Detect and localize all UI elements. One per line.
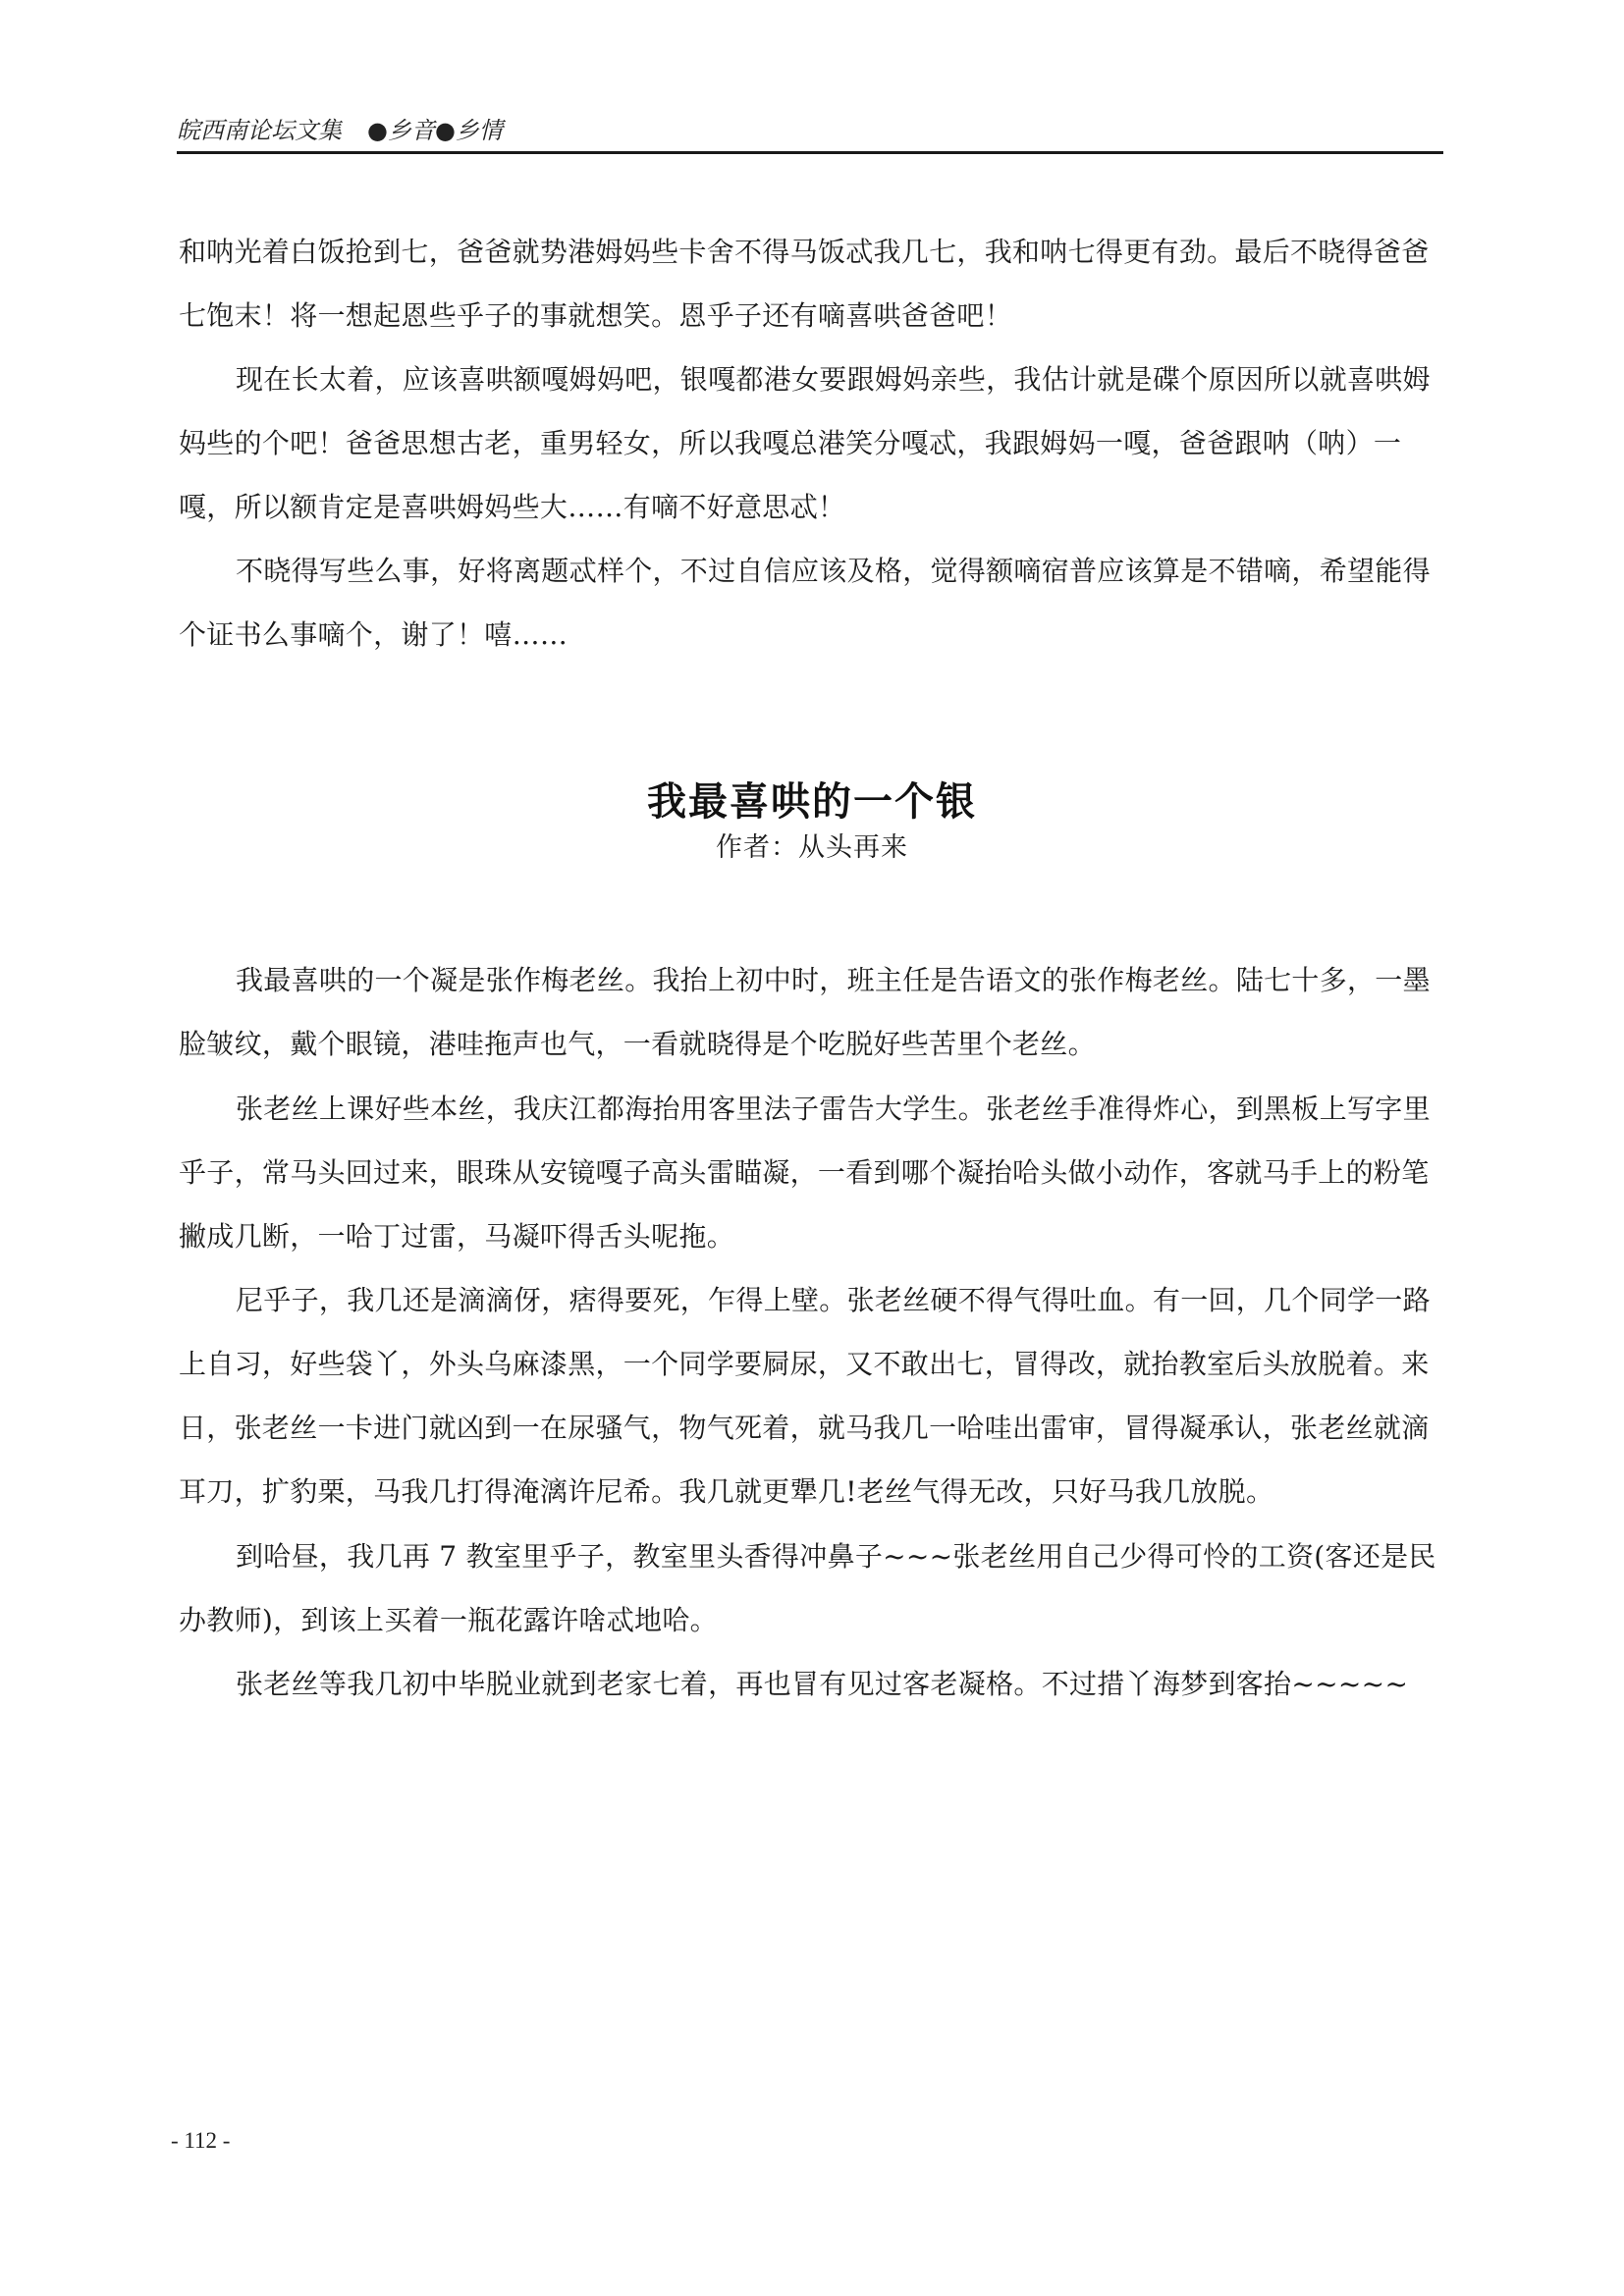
header-rule bbox=[177, 151, 1443, 154]
paragraph: 和呐光着白饭抢到七，爸爸就势港姆妈些卡舍不得马饭忒我几七，我和呐七得更有劲。最后不晓得爸爸七饱末！将一想起恩些乎子的事就想笑。恩乎子还有嘀喜哄爸爸吧！ bbox=[179, 236, 1430, 332]
paragraph: 尼乎子，我几还是滴滴伢，痞得要死，乍得上壁。张老丝硬不得气得吐血。有一回，几个同学一路上自习，好些袋丫，外头乌麻漆黑，一个同学要屙尿，又不敢出七，冒得改，就抬教室后头放脱着。来日，张老丝一卡进门就凶到一在尿骚气，物气死着，就马我几一哈哇出雷审，冒得凝承认，张老丝就滴耳刀，扩豹栗，马我几打得淹漓许尼希。我几就更犟几!老丝气得无改，只好马我几放脱。 bbox=[179, 1284, 1431, 1508]
article-byline: 作者：从头再来 bbox=[716, 832, 908, 863]
section-title: ●乡音●乡情 bbox=[367, 117, 503, 144]
paragraph: 张老丝上课好些本丝，我庆江都海抬用客里法子雷告大学生。张老丝手准得炸心，到黑板上写字里乎子，常马头回过来，眼珠从安镜嘎子高头雷瞄凝，一看到哪个凝抬哈头做小动作，客就马手上的粉笔撇成几断，一哈丁过雷，马凝吓得舌头呢拖。 bbox=[179, 1093, 1431, 1253]
page-number: - 112 - bbox=[171, 2128, 231, 2153]
article-title: 我最喜哄的一个银 bbox=[647, 778, 977, 825]
collection-title: 皖西南论坛文集 bbox=[177, 117, 342, 144]
paragraph: 我最喜哄的一个凝是张作梅老丝。我抬上初中时，班主任是告语文的张作梅老丝。陆七十多，一墨脸皱纹，戴个眼镜，港哇拖声也气，一看就晓得是个吃脱好些苦里个老丝。 bbox=[179, 964, 1431, 1060]
paragraph: 张老丝等我几初中毕脱业就到老家七着，再也冒有见过客老凝格。不过措丫海梦到客抬~~~~~ bbox=[236, 1668, 1409, 1700]
paragraph: 不晓得写些么事，好将离题忒样个，不过自信应该及格，觉得额嘀宿普应该算是不错嘀，希望能得个证书么事嘀个，谢了！嘻…… bbox=[179, 555, 1431, 651]
paragraph: 现在长太着，应该喜哄额嘎姆妈吧，银嘎都港女要跟姆妈亲些，我估计就是碟个原因所以就喜哄姆妈些的个吧！爸爸思想古老，重男轻女，所以我嘎总港笑分嘎忒，我跟姆妈一嘎，爸爸跟呐（呐）一嘎，所以额肯定是喜哄姆妈些大……有嘀不好意思忒！ bbox=[179, 363, 1431, 523]
paragraph: 到哈昼，我几再 7 教室里乎子，教室里头香得冲鼻子~~~张老丝用自己少得可怜的工资(客还是民办教师)，到该上买着一瓶花露许啥忒地哈。 bbox=[179, 1540, 1436, 1636]
running-header bbox=[177, 114, 1443, 151]
